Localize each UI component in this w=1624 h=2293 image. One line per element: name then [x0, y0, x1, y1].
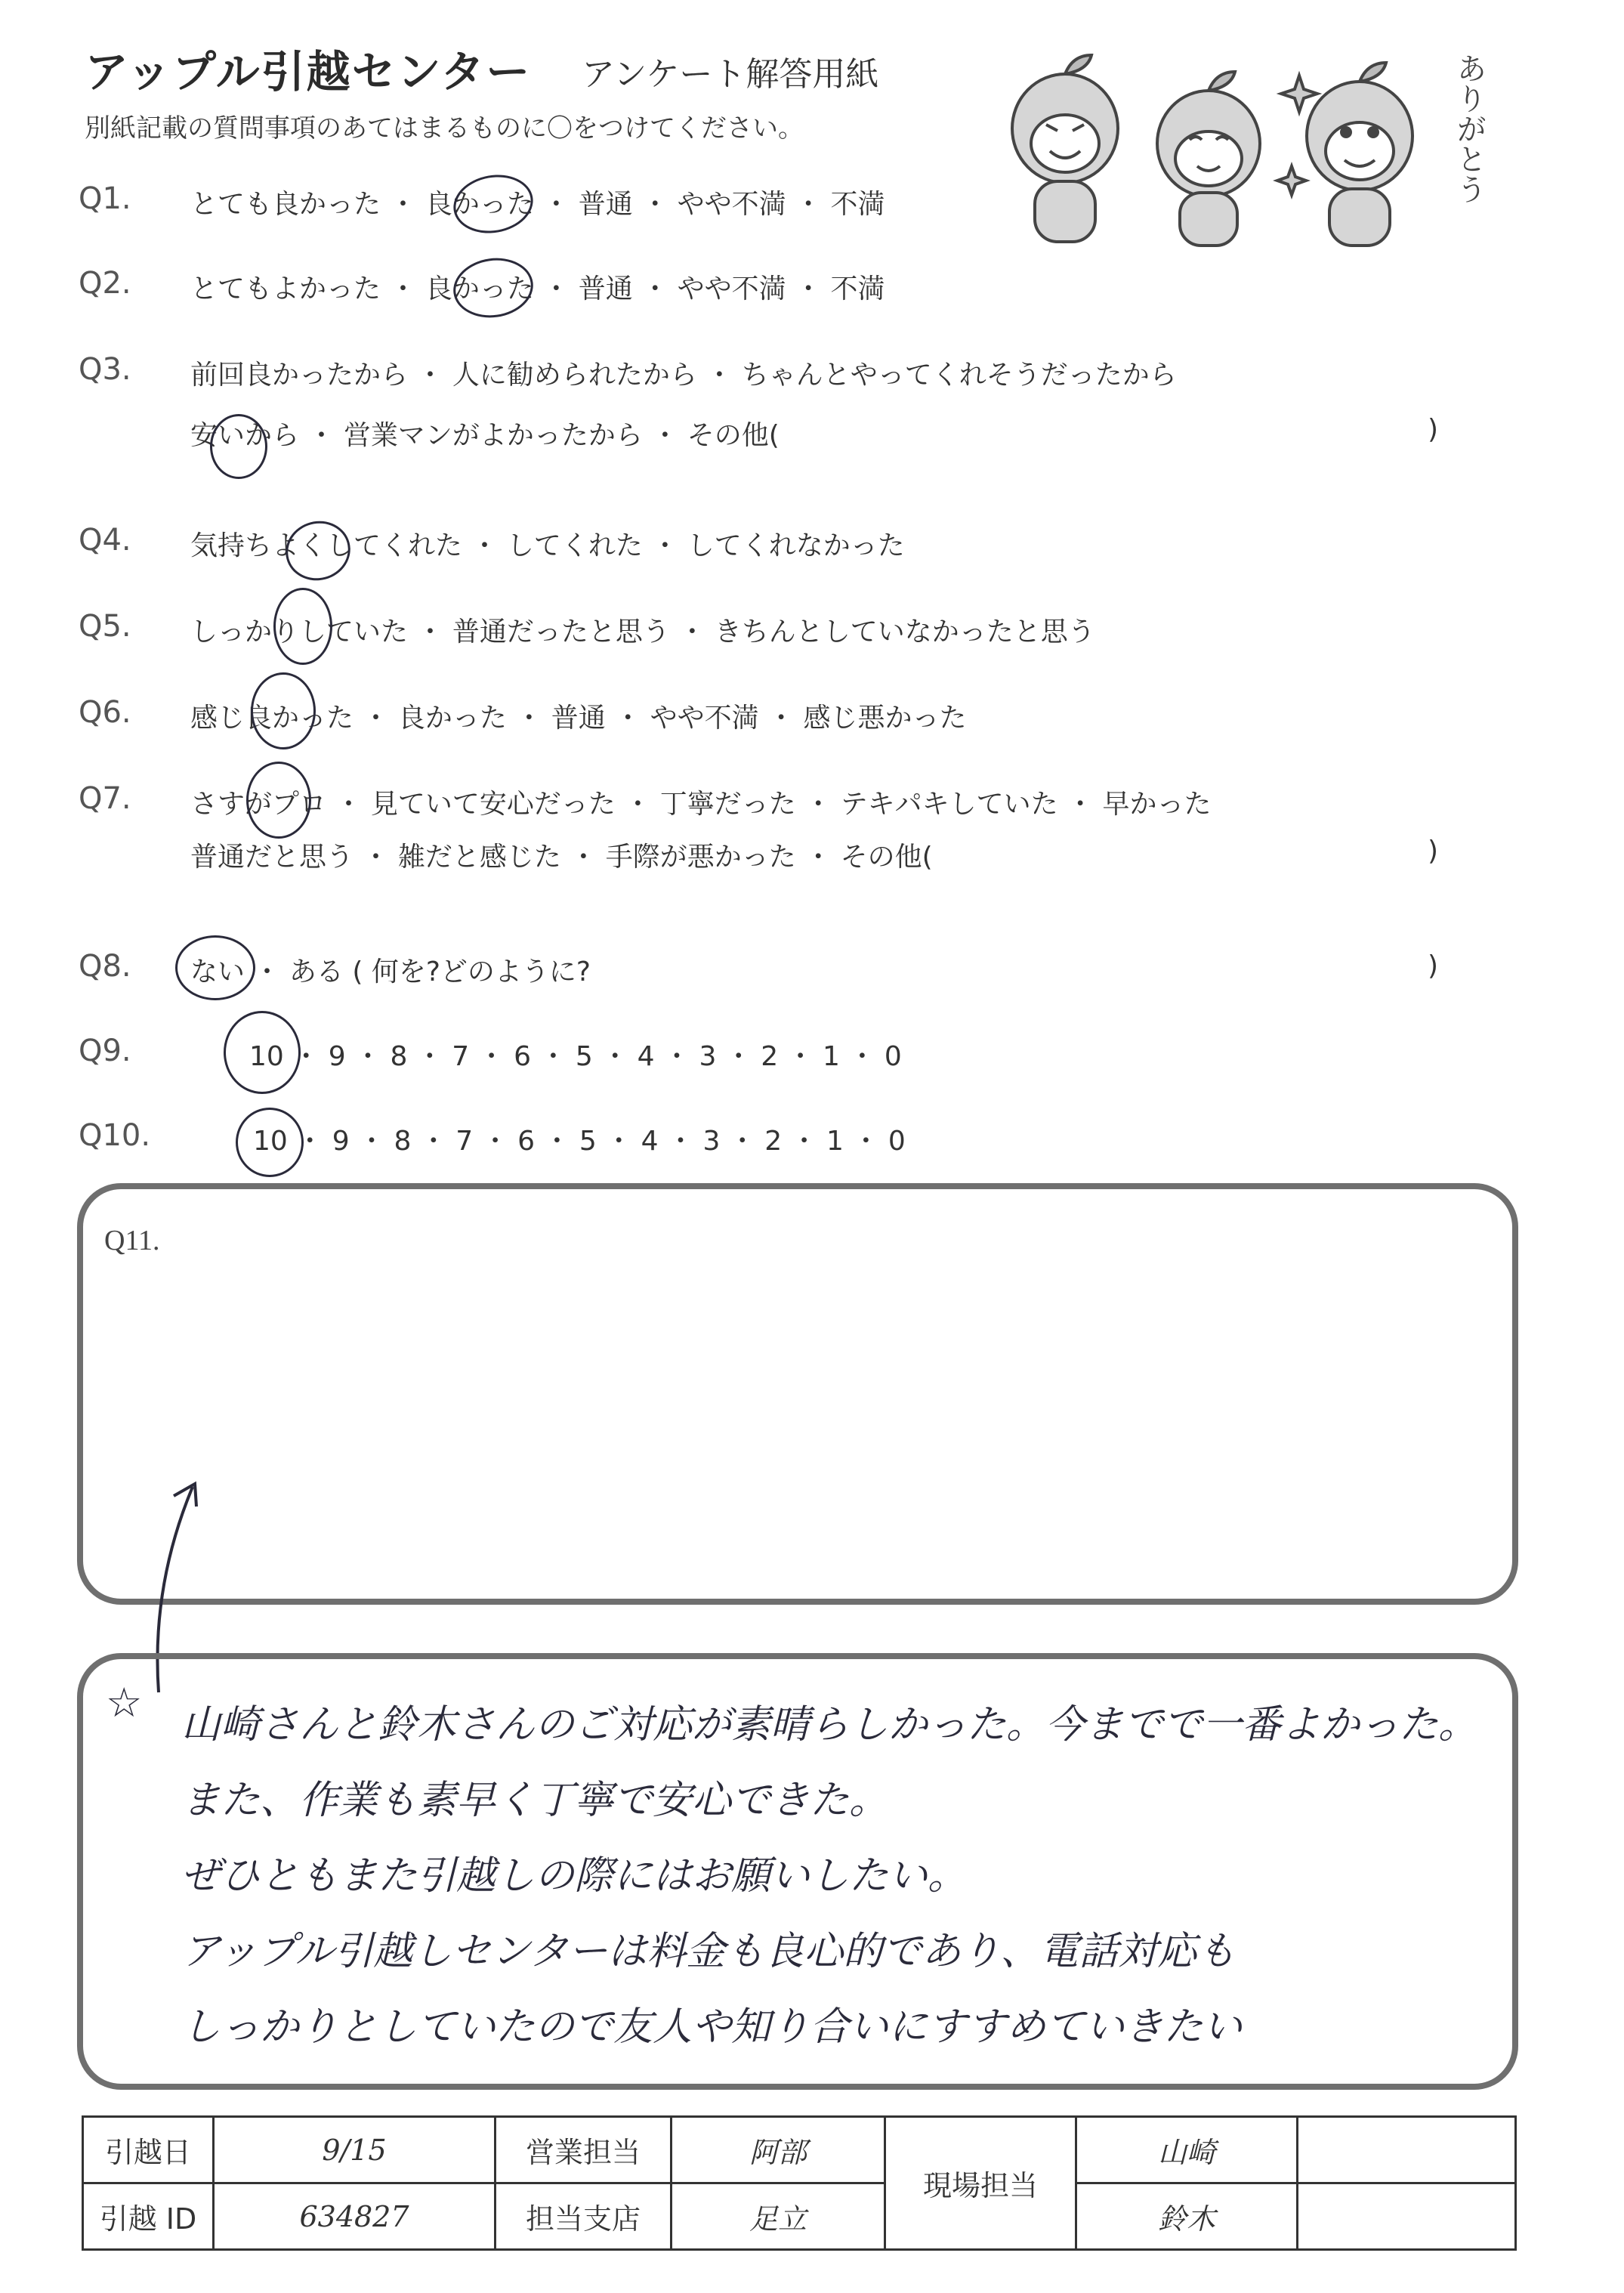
- q6-options: 感じ良かった ・ 良かった ・ 普通 ・ やや不満 ・ 感じ悪かった: [190, 703, 967, 734]
- q7-label: Q7.: [79, 781, 131, 816]
- q4-options: 気持ちよくしてくれた ・ してくれた ・ してくれなかった: [190, 530, 905, 561]
- move-date-value: 9/15: [214, 2117, 496, 2183]
- instruction-text: 別紙記載の質問事項のあてはまるものに〇をつけてください。: [85, 113, 804, 144]
- info-table: [82, 2115, 1517, 2251]
- q8-options: ない ・ ある ( 何を?どのように?: [190, 956, 591, 987]
- branch-label: 担当支店: [496, 2183, 672, 2250]
- q2-options: とてもよかった ・ 良かった ・ 普通 ・ やや不満 ・ 不満: [190, 273, 885, 304]
- q6-answer-circle: [251, 672, 316, 749]
- comment-line-2: また、作業も素早く丁寧で安心できた。: [181, 1778, 889, 1823]
- q9-scale: 10 ・ 9 ・ 8 ・ 7 ・ 6 ・ 5 ・ 4 ・ 3 ・ 2 ・ 1 ・ 0: [249, 1041, 902, 1072]
- q1-options: とても良かった ・ 良かった ・ 普通 ・ やや不満 ・ 不満: [190, 189, 885, 220]
- q7-close-paren: ): [1428, 836, 1439, 867]
- q3-close-paren: ): [1428, 414, 1439, 445]
- sales-value: 阿部: [672, 2117, 885, 2183]
- move-date-label: 引越日: [83, 2117, 214, 2183]
- q1-label: Q1.: [79, 181, 131, 216]
- form-title: アップル引越センター: [85, 46, 532, 97]
- sales-label: 営業担当: [496, 2117, 672, 2183]
- comment-line-1: 山崎さんと鈴木さんのご対応が素晴らしかった。今までで一番よかった。: [181, 1702, 1478, 1748]
- q4-label: Q4.: [79, 523, 131, 558]
- comment-line-5: しっかりとしていたので友人や知り合いにすすめていきたい: [181, 2004, 1243, 2050]
- q10-scale: 10 ・ 9 ・ 8 ・ 7 ・ 6 ・ 5 ・ 4 ・ 3 ・ 2 ・ 1 ・ 0: [253, 1126, 906, 1157]
- q8-label: Q8.: [79, 949, 131, 984]
- q5-options: しっかりしていた ・ 普通だったと思う ・ きちんとしていなかったと思う: [190, 617, 1095, 647]
- q11-label: Q11.: [104, 1225, 160, 1256]
- site-label: 現場担当: [885, 2117, 1076, 2250]
- info-empty-cell-2: [1298, 2183, 1516, 2250]
- site-value-2: 鈴木: [1076, 2183, 1298, 2250]
- q3-label: Q3.: [79, 352, 131, 387]
- q10-answer-circle: [236, 1108, 304, 1177]
- q9-answer-circle: [224, 1011, 301, 1094]
- star-mark: ☆: [106, 1679, 143, 1726]
- q9-label: Q9.: [79, 1034, 131, 1068]
- q8-close-paren: ): [1428, 950, 1439, 981]
- q8-answer-circle: [175, 935, 255, 1000]
- q3-options-line2: 安いから ・ 営業マンがよかったから ・ その他(: [190, 420, 780, 451]
- q7-options-line1: さすがプロ ・ 見ていて安心だった ・ 丁寧だった ・ テキパキしていた ・ 早かった: [190, 789, 1212, 820]
- q3-answer-circle: [210, 414, 267, 479]
- q5-label: Q5.: [79, 609, 131, 644]
- branch-value: 足立: [672, 2183, 885, 2250]
- q10-label: Q10.: [79, 1118, 151, 1153]
- comment-line-4: アップル引越しセンターは料金も良心的であり、電話対応も: [181, 1929, 1237, 1974]
- q3-options-line1: 前回良かったから ・ 人に勧められたから ・ ちゃんとやってくれそうだったから: [190, 360, 1177, 391]
- q7-answer-circle: [246, 762, 311, 839]
- mascot-caption: ありがとう: [1452, 53, 1487, 204]
- comment-line-3: ぜひともまた引越しの際にはお願いしたい。: [181, 1853, 968, 1899]
- q7-options-line2: 普通だと思う ・ 雑だと感じた ・ 手際が悪かった ・ その他(: [190, 842, 933, 873]
- q2-answer-circle: [449, 253, 537, 323]
- move-id-value: 634827: [214, 2183, 496, 2250]
- q11-box: [77, 1183, 1518, 1605]
- q1-answer-circle: [449, 168, 538, 239]
- q6-label: Q6.: [79, 695, 131, 730]
- info-empty-cell-1: [1298, 2117, 1516, 2183]
- q2-label: Q2.: [79, 266, 131, 301]
- mascot-illustration: [982, 30, 1496, 249]
- form-subtitle: アンケート解答用紙: [582, 55, 879, 94]
- q5-answer-circle: [273, 588, 332, 665]
- move-id-label: 引越 ID: [83, 2183, 214, 2250]
- site-value-1: 山崎: [1076, 2117, 1298, 2183]
